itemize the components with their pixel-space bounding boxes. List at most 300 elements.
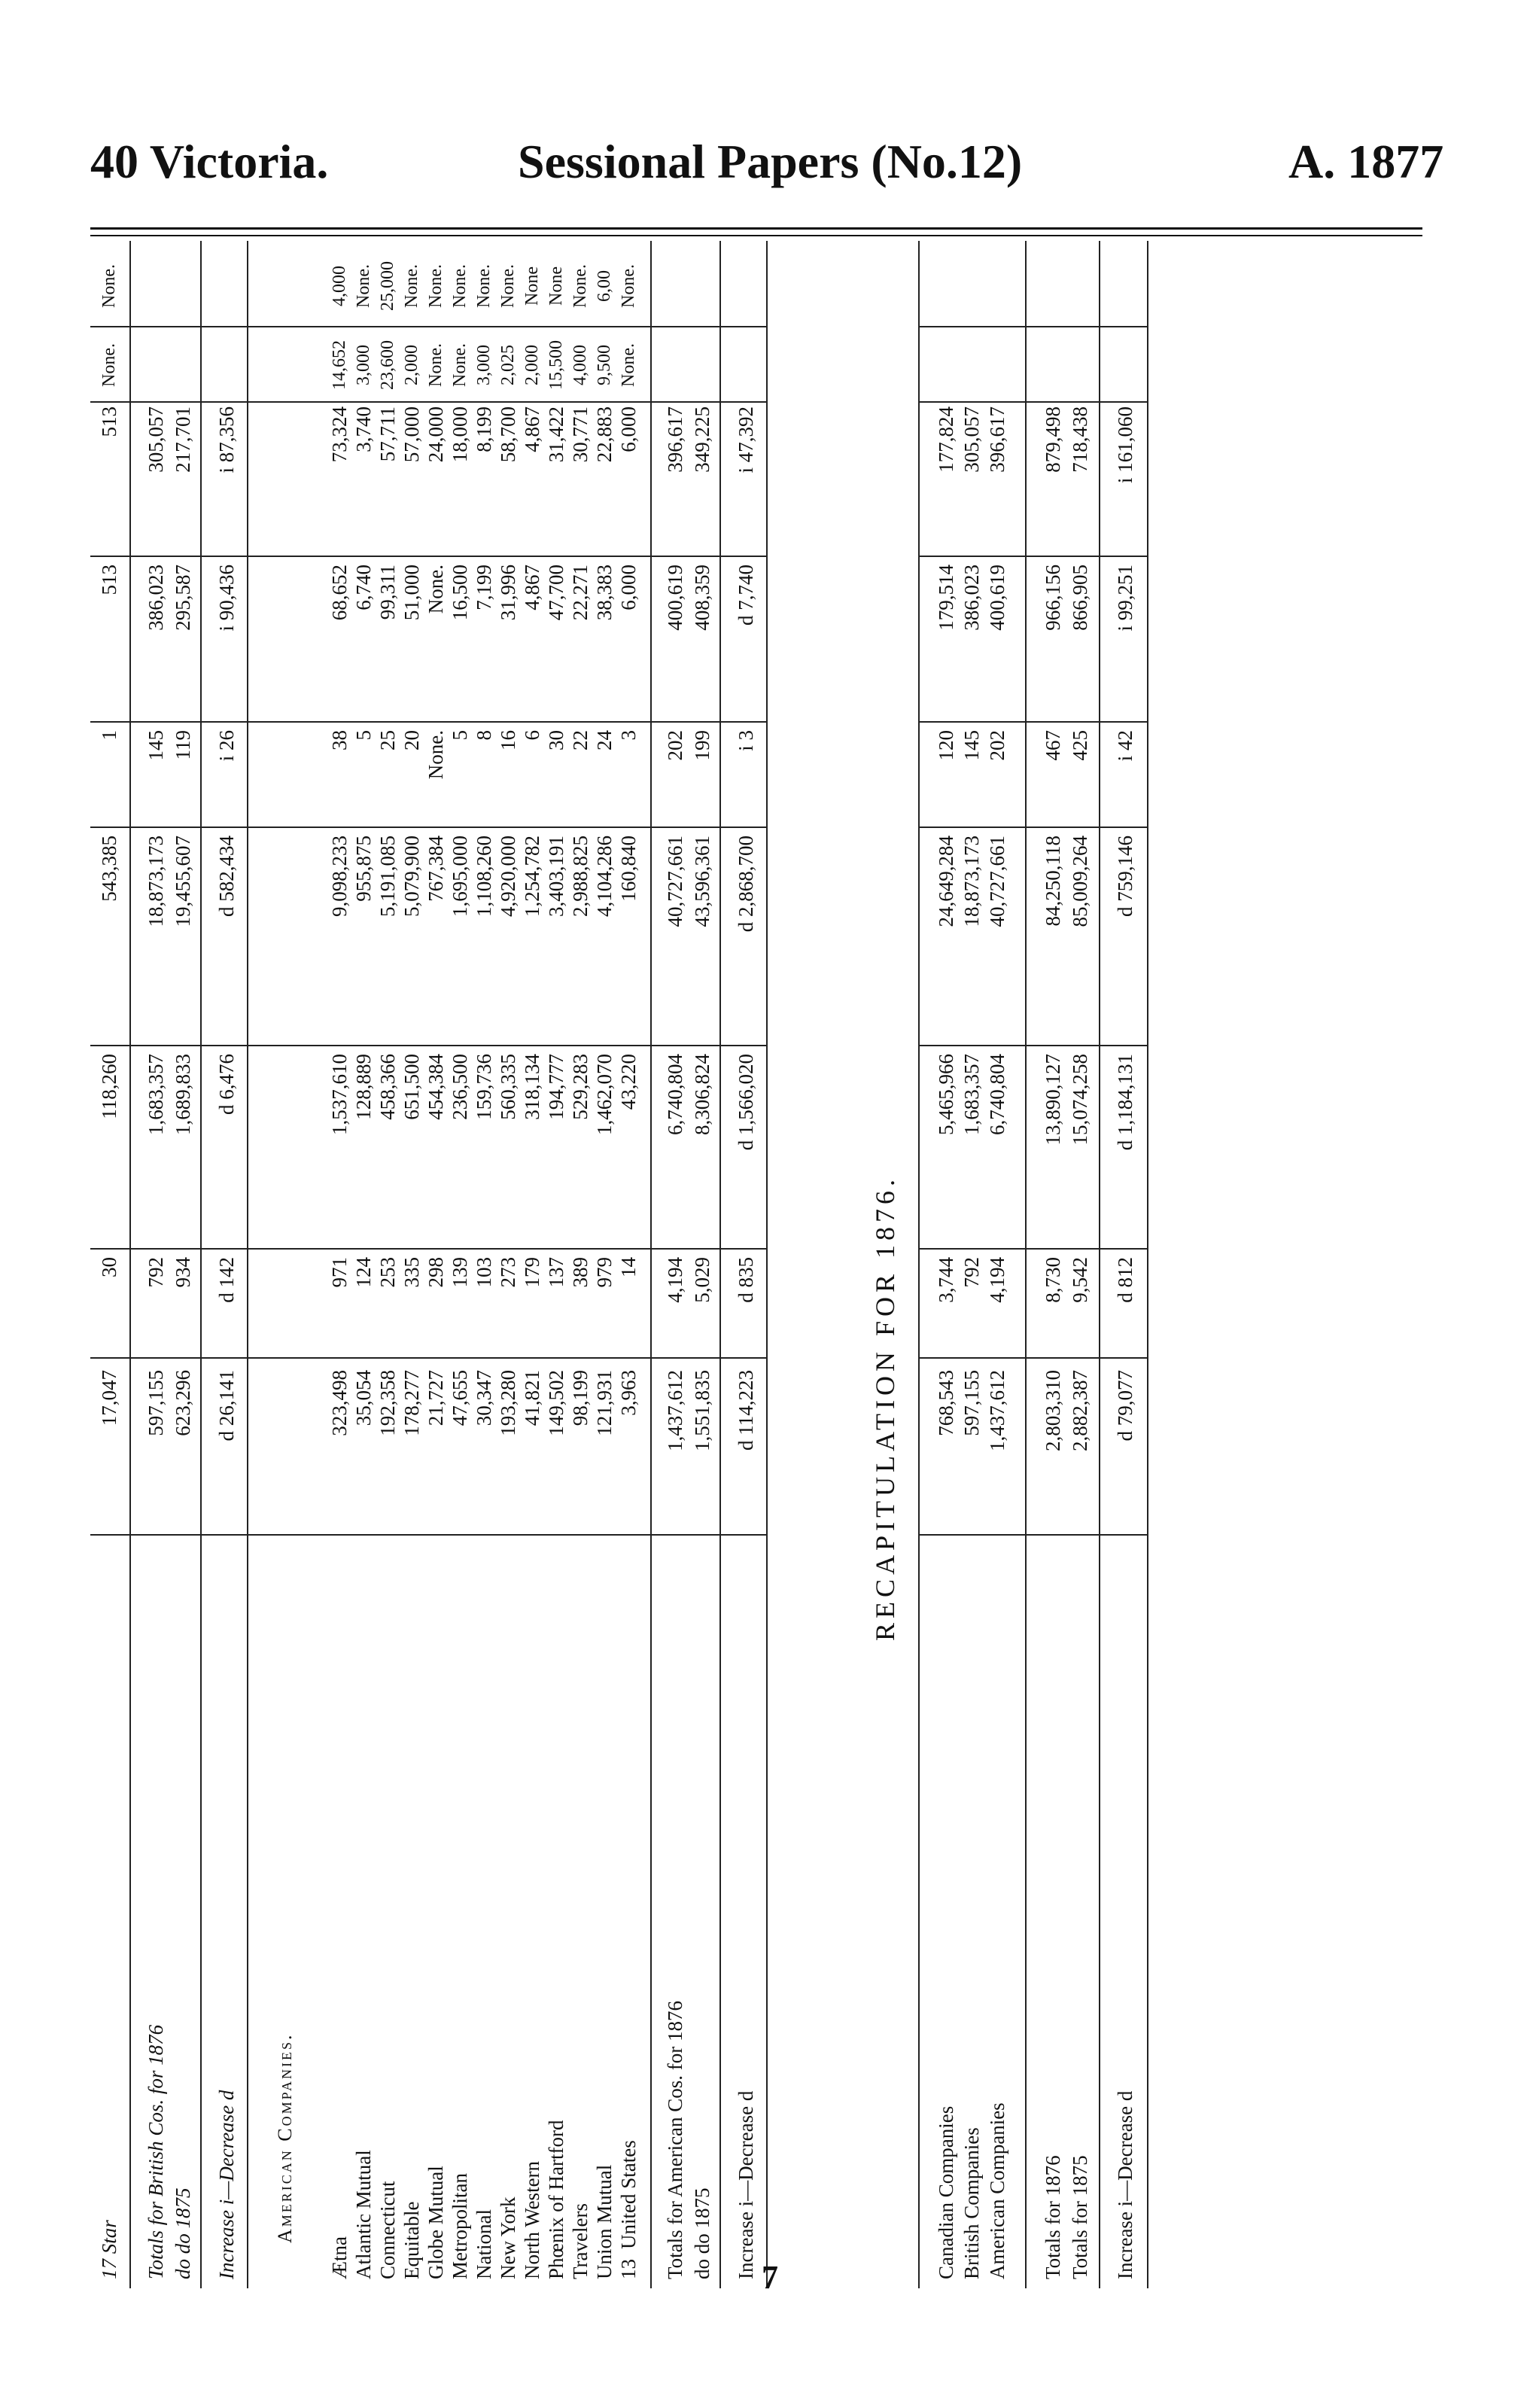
row-label-text: Atlantic Mutual xyxy=(352,2150,375,2279)
cell-col-3: 3,403,191 xyxy=(545,836,567,917)
cell-col-7: None. xyxy=(426,343,446,387)
cell-col-4: 119 xyxy=(172,730,194,760)
cell-col-1: 103 xyxy=(473,1257,495,1288)
row-label xyxy=(1112,1527,1138,2279)
star-row xyxy=(96,241,122,2288)
row-label-text: Increase i—Decrease d xyxy=(735,2090,757,2279)
cell-col-0: 597,155 xyxy=(144,1370,167,1436)
cell-col-5: 386,023 xyxy=(144,565,167,631)
cell-col-3: 9,098,233 xyxy=(328,836,351,917)
row-label-text: Totals for British Cos. for 1876 xyxy=(144,2024,167,2279)
cell-col-3: 5,079,900 xyxy=(400,836,423,917)
cell-col-3: 955,875 xyxy=(352,836,375,902)
cell-col-3: 1,108,260 xyxy=(473,836,495,917)
cell-col-4: i 42 xyxy=(1114,730,1136,762)
british-totals-row xyxy=(143,241,169,2288)
column-divider xyxy=(90,827,766,828)
cell-col-7: 3,000 xyxy=(474,345,494,385)
cell-col-7: None. xyxy=(99,343,119,387)
row-divider xyxy=(650,241,652,2288)
cell-col-8 xyxy=(959,248,984,324)
cell-col-0: 21,727 xyxy=(424,1370,447,1426)
cell-col-7: 14,652 xyxy=(330,340,349,390)
cell-col-5: 22,271 xyxy=(569,565,592,621)
cell-col-4: None. xyxy=(424,730,447,780)
cell-col-8: 6,00 xyxy=(595,270,614,302)
cell-col-3: 85,009,264 xyxy=(1069,836,1091,927)
cell-col-0: 323,498 xyxy=(328,1370,351,1436)
cell-col-7 xyxy=(933,331,959,399)
cell-col-5: 295,587 xyxy=(172,565,194,631)
cell-col-0: 47,655 xyxy=(449,1370,471,1426)
recap-totals-row xyxy=(1040,241,1066,2288)
cell-col-7: None. xyxy=(450,343,470,387)
row-label xyxy=(170,1527,196,2279)
row-label xyxy=(471,1527,497,2279)
row-divider xyxy=(1099,241,1100,2288)
row-label-text: Totals for 1876 xyxy=(1042,2155,1064,2279)
row-label xyxy=(399,1527,424,2279)
header-right: A. 1877 xyxy=(1288,135,1444,188)
company-row xyxy=(592,241,617,2288)
cell-col-6: 217,701 xyxy=(172,406,194,473)
main-table xyxy=(90,241,843,2288)
cell-col-5: 7,199 xyxy=(473,565,495,610)
cell-col-8 xyxy=(1112,248,1138,324)
cell-col-4: 425 xyxy=(1069,730,1091,761)
row-label xyxy=(214,1527,239,2279)
cell-col-6: 396,617 xyxy=(664,406,686,473)
column-divider xyxy=(918,1045,1147,1046)
column-divider xyxy=(90,401,766,403)
company-row xyxy=(423,241,449,2288)
row-divider xyxy=(766,241,768,2288)
cell-col-6: 177,824 xyxy=(935,406,957,473)
cell-col-0: 17,047 xyxy=(98,1370,120,1426)
row-label-text: Metropolitan xyxy=(449,2173,471,2279)
row-label xyxy=(1040,1527,1066,2279)
cell-col-8 xyxy=(662,248,688,324)
recap-title: RECAPITULATION FOR 1876. xyxy=(870,1174,900,1641)
cell-col-1: 9,542 xyxy=(1069,1257,1091,1303)
row-label-text: do do 1875 xyxy=(691,2187,713,2279)
header-rule-secondary xyxy=(90,235,1422,236)
row-label-text: British Companies xyxy=(960,2127,983,2279)
cell-col-8: None. xyxy=(570,264,590,308)
cell-col-3: d 759,146 xyxy=(1114,836,1136,917)
row-label xyxy=(689,1527,715,2279)
cell-col-0: 41,821 xyxy=(521,1370,543,1426)
cell-col-0: 192,358 xyxy=(376,1370,399,1436)
cell-col-8: None xyxy=(546,266,566,306)
cell-col-7: 3,000 xyxy=(354,345,373,385)
row-label-text: American Companies xyxy=(986,2102,1008,2279)
cell-col-7: 4,000 xyxy=(570,345,590,385)
cell-col-4: 16 xyxy=(497,730,519,750)
cell-col-1: d 142 xyxy=(215,1257,238,1303)
company-row xyxy=(327,241,352,2288)
cell-col-8 xyxy=(933,248,959,324)
cell-col-2: 1,689,833 xyxy=(172,1054,194,1135)
cell-col-2: 454,384 xyxy=(424,1054,447,1120)
cell-col-7 xyxy=(170,331,196,399)
column-divider xyxy=(918,721,1147,723)
cell-col-0: 623,296 xyxy=(172,1370,194,1436)
row-label-text: Union Mutual xyxy=(593,2164,616,2279)
cell-col-1: 30 xyxy=(98,1257,120,1277)
cell-col-1: d 812 xyxy=(1114,1257,1136,1303)
cell-col-4: 38 xyxy=(328,730,351,750)
cell-col-2: 560,335 xyxy=(497,1054,519,1120)
cell-col-5: 179,514 xyxy=(935,565,957,631)
column-divider xyxy=(90,1534,766,1536)
row-divider xyxy=(247,241,248,2288)
cell-col-0: 1,437,612 xyxy=(986,1370,1008,1451)
cell-col-4: 199 xyxy=(691,730,713,761)
cell-col-7: 2,025 xyxy=(498,345,518,385)
rotated-table xyxy=(90,241,1430,2288)
row-label xyxy=(543,1527,569,2279)
cell-col-3: 767,384 xyxy=(424,836,447,902)
cell-col-6: 396,617 xyxy=(986,406,1008,473)
row-label xyxy=(662,1527,688,2279)
cell-col-4: 467 xyxy=(1042,730,1064,761)
cell-col-0: d 26,141 xyxy=(215,1370,238,1441)
row-label xyxy=(567,1527,593,2279)
cell-col-8: None. xyxy=(498,264,518,308)
cell-col-8: 4,000 xyxy=(330,266,349,306)
cell-col-7 xyxy=(143,331,169,399)
cell-col-2: d 1,184,131 xyxy=(1114,1054,1136,1151)
cell-col-2: 1,683,357 xyxy=(144,1054,167,1135)
cell-col-3: 4,104,286 xyxy=(593,836,616,917)
cell-col-0: 1,551,835 xyxy=(691,1370,713,1451)
cell-col-3: 19,455,607 xyxy=(172,836,194,927)
cell-col-2: d 1,566,020 xyxy=(735,1054,757,1151)
cell-col-1: 971 xyxy=(328,1257,351,1288)
cell-col-1: 298 xyxy=(424,1257,447,1288)
cell-col-2: 318,134 xyxy=(521,1054,543,1120)
row-divider xyxy=(918,241,920,2288)
row-label-text: United States xyxy=(617,2140,640,2249)
cell-col-6: 718,438 xyxy=(1069,406,1091,473)
cell-col-4: 1 xyxy=(98,730,120,741)
cell-col-1: 14 xyxy=(617,1257,640,1277)
cell-col-5: 99,311 xyxy=(376,565,399,620)
column-divider xyxy=(918,556,1147,557)
company-row xyxy=(351,241,376,2288)
row-divider xyxy=(129,241,131,2288)
cell-col-1: 389 xyxy=(569,1257,592,1288)
row-label xyxy=(959,1527,984,2279)
cell-col-1: 934 xyxy=(172,1257,194,1288)
row-number: 13 xyxy=(617,2259,640,2279)
cell-col-0: d 114,223 xyxy=(735,1370,757,1451)
cell-col-0: 30,347 xyxy=(473,1370,495,1426)
cell-col-4: 6 xyxy=(521,730,543,741)
cell-col-5: 51,000 xyxy=(400,565,423,621)
row-label-text: Equitable xyxy=(400,2201,423,2279)
row-divider xyxy=(1025,241,1027,2288)
column-divider xyxy=(90,1045,766,1046)
cell-col-2: 8,306,824 xyxy=(691,1054,713,1135)
cell-col-5: 966,156 xyxy=(1042,565,1064,631)
cell-col-2: 43,220 xyxy=(617,1054,640,1110)
cell-col-8 xyxy=(689,248,715,324)
row-label xyxy=(984,1527,1010,2279)
cell-col-5: i 99,251 xyxy=(1114,565,1136,632)
cell-col-3: 18,873,173 xyxy=(144,836,167,927)
cell-col-6: i 47,392 xyxy=(735,406,757,473)
row-label xyxy=(733,1527,759,2279)
row-label-text: Phœnix of Hartford xyxy=(545,2120,567,2279)
cell-col-4: 24 xyxy=(593,730,616,750)
cell-col-6: 73,324 xyxy=(328,406,351,463)
cell-col-2: 128,889 xyxy=(352,1054,375,1120)
recap-table xyxy=(918,241,1430,2288)
cell-col-4: 202 xyxy=(986,730,1008,761)
cell-col-6: i 87,356 xyxy=(215,406,238,473)
row-label xyxy=(375,1527,400,2279)
cell-col-0: 2,803,310 xyxy=(1042,1370,1064,1451)
cell-col-4: 145 xyxy=(960,730,983,761)
cell-col-1: 179 xyxy=(521,1257,543,1288)
cell-col-0: 2,882,387 xyxy=(1069,1370,1091,1451)
cell-col-2: 1,462,070 xyxy=(593,1054,616,1135)
cell-col-6: 3,740 xyxy=(352,406,375,452)
header-rule xyxy=(90,227,1422,230)
cell-col-2: 159,736 xyxy=(473,1054,495,1120)
company-row xyxy=(567,241,593,2288)
cell-col-5: 4,867 xyxy=(521,565,543,610)
cell-col-3: 160,840 xyxy=(617,836,640,902)
cell-col-5: 16,500 xyxy=(449,565,471,621)
row-label-text: National xyxy=(473,2209,495,2279)
cell-col-8: None xyxy=(522,266,542,306)
cell-col-0: 1,437,612 xyxy=(664,1370,686,1451)
row-label-text: do do 1875 xyxy=(172,2187,194,2279)
cell-col-1: 335 xyxy=(400,1257,423,1288)
cell-col-4: 20 xyxy=(400,730,423,750)
cell-col-8: None. xyxy=(619,264,638,308)
cell-col-1: d 835 xyxy=(735,1257,757,1303)
row-divider xyxy=(200,241,202,2288)
cell-col-2: 1,537,610 xyxy=(328,1054,351,1135)
cell-col-3: 84,250,118 xyxy=(1042,836,1064,927)
cell-col-3: 5,191,085 xyxy=(376,836,399,917)
cell-col-3: 1,254,782 xyxy=(521,836,543,917)
recap-company-row xyxy=(959,241,984,2288)
cell-col-0: 98,199 xyxy=(569,1370,592,1426)
cell-col-2: 6,740,804 xyxy=(664,1054,686,1135)
row-label-text: Increase i—Decrease d xyxy=(215,2090,238,2279)
cell-col-4: 120 xyxy=(935,730,957,761)
cell-col-5: 38,383 xyxy=(593,565,616,621)
column-divider xyxy=(90,556,766,557)
cell-col-2: 118,260 xyxy=(98,1054,120,1119)
cell-col-2: 5,465,966 xyxy=(935,1054,957,1135)
company-row xyxy=(495,241,521,2288)
american-totals-row xyxy=(733,241,759,2288)
cell-col-7: 2,000 xyxy=(402,345,421,385)
cell-col-6: 57,711 xyxy=(376,406,399,462)
cell-col-4: 8 xyxy=(473,730,495,741)
row-label xyxy=(1067,1527,1093,2279)
cell-col-0: 35,054 xyxy=(352,1370,375,1426)
cell-col-2: 15,074,258 xyxy=(1069,1054,1091,1146)
cell-col-1: 253 xyxy=(376,1257,399,1288)
cell-col-1: 3,744 xyxy=(935,1257,957,1303)
row-label-text: New York xyxy=(497,2196,519,2279)
row-label xyxy=(447,1527,473,2279)
cell-col-0: 121,931 xyxy=(593,1370,616,1436)
cell-col-6: 24,000 xyxy=(424,406,447,463)
recap-company-row xyxy=(984,241,1010,2288)
cell-col-7: 9,500 xyxy=(595,345,614,385)
cell-col-5: 386,023 xyxy=(960,565,983,631)
cell-col-4: 5 xyxy=(449,730,471,741)
american-totals-row xyxy=(662,241,688,2288)
cell-col-7 xyxy=(214,331,239,399)
header-center: Sessional Papers (No.12) xyxy=(518,135,1023,188)
row-label xyxy=(933,1527,959,2279)
cell-col-7 xyxy=(733,331,759,399)
cell-col-6: 305,057 xyxy=(960,406,983,473)
cell-col-2: 458,366 xyxy=(376,1054,399,1120)
row-label xyxy=(351,1527,376,2279)
cell-col-3: 18,873,173 xyxy=(960,836,983,927)
cell-col-7: None. xyxy=(619,343,638,387)
cell-col-0: 3,963 xyxy=(617,1370,640,1416)
row-label xyxy=(495,1527,521,2279)
recap-totals-row xyxy=(1112,241,1138,2288)
cell-col-8 xyxy=(214,248,239,324)
row-label xyxy=(423,1527,449,2279)
row-label-text: Totals for 1875 xyxy=(1069,2155,1091,2279)
cell-col-1: 979 xyxy=(593,1257,616,1288)
company-row xyxy=(471,241,497,2288)
cell-col-4: 25 xyxy=(376,730,399,750)
column-divider xyxy=(918,1357,1147,1359)
cell-col-5: 6,740 xyxy=(352,565,375,610)
recap-company-row xyxy=(933,241,959,2288)
cell-col-5: i 90,436 xyxy=(215,565,238,632)
cell-col-3: d 582,434 xyxy=(215,836,238,917)
recap-totals-row xyxy=(1067,241,1093,2288)
cell-col-6: 879,498 xyxy=(1042,406,1064,473)
column-divider xyxy=(918,1248,1147,1250)
cell-col-6: 30,771 xyxy=(569,406,592,463)
cell-col-5: 408,359 xyxy=(691,565,713,631)
company-row xyxy=(447,241,473,2288)
company-row xyxy=(399,241,424,2288)
cell-col-0: 193,280 xyxy=(497,1370,519,1436)
cell-col-7 xyxy=(959,331,984,399)
cell-col-2: 651,500 xyxy=(400,1054,423,1120)
cell-col-6: 31,422 xyxy=(545,406,567,463)
cell-col-1: 4,194 xyxy=(664,1257,686,1303)
cell-col-0: d 79,077 xyxy=(1114,1370,1136,1441)
cell-col-8 xyxy=(170,248,196,324)
cell-col-5: 31,996 xyxy=(497,565,519,621)
cell-col-3: 1,695,000 xyxy=(449,836,471,917)
british-totals-row xyxy=(214,241,239,2288)
cell-col-6: 305,057 xyxy=(144,406,167,473)
cell-col-5: 47,700 xyxy=(545,565,567,621)
cell-col-6: 6,000 xyxy=(617,406,640,452)
cell-col-7 xyxy=(662,331,688,399)
column-divider xyxy=(90,1248,766,1250)
section-heading: American Companies. xyxy=(274,2032,296,2243)
row-label-text: Increase i—Decrease d xyxy=(1114,2090,1136,2279)
american-totals-row xyxy=(689,241,715,2288)
cell-col-2: 1,683,357 xyxy=(960,1054,983,1135)
column-divider xyxy=(918,401,1147,403)
cell-col-2: 236,500 xyxy=(449,1054,471,1120)
page-number: 7 xyxy=(762,2259,778,2296)
cell-col-3: 40,727,661 xyxy=(986,836,1008,927)
cell-col-4: 3 xyxy=(617,730,640,741)
cell-col-5: 6,000 xyxy=(617,565,640,610)
row-label-text: Ætna xyxy=(328,2236,351,2279)
cell-col-1: 792 xyxy=(144,1257,167,1288)
row-label-text: Totals for American Cos. for 1876 xyxy=(664,2000,686,2279)
cell-col-3: 543,385 xyxy=(98,836,120,902)
page-header xyxy=(0,0,1521,226)
cell-col-1: 137 xyxy=(545,1257,567,1288)
row-divider xyxy=(719,241,721,2288)
cell-col-1: 124 xyxy=(352,1257,375,1288)
cell-col-3: 43,596,361 xyxy=(691,836,713,927)
column-divider xyxy=(90,1357,766,1359)
row-label xyxy=(592,1527,617,2279)
cell-col-4: 22 xyxy=(569,730,592,750)
row-label xyxy=(327,1527,352,2279)
cell-col-7 xyxy=(984,331,1010,399)
cell-col-6: 8,199 xyxy=(473,406,495,452)
cell-col-8 xyxy=(143,248,169,324)
cell-col-1: 4,194 xyxy=(986,1257,1008,1303)
cell-col-4: 145 xyxy=(144,730,167,761)
cell-col-1: 5,029 xyxy=(691,1257,713,1303)
cell-col-8: None. xyxy=(99,264,119,308)
company-row xyxy=(616,241,641,2288)
row-divider xyxy=(1147,241,1148,2288)
cell-col-6: 513 xyxy=(98,406,120,437)
column-divider xyxy=(918,827,1147,828)
cell-col-6: 57,000 xyxy=(400,406,423,463)
row-label-text: Connecticut xyxy=(376,2181,399,2279)
cell-col-8 xyxy=(1067,248,1093,324)
cell-col-6: 58,700 xyxy=(497,406,519,463)
cell-col-3: 2,988,825 xyxy=(569,836,592,917)
cell-col-2: d 6,476 xyxy=(215,1054,238,1115)
row-label-text: Travelers xyxy=(569,2203,592,2279)
cell-col-7 xyxy=(689,331,715,399)
cell-col-5: None. xyxy=(424,565,447,614)
company-row xyxy=(375,241,400,2288)
cell-col-4: i 26 xyxy=(215,730,238,762)
cell-col-2: 6,740,804 xyxy=(986,1054,1008,1135)
column-divider xyxy=(918,1534,1147,1536)
cell-col-8: None. xyxy=(450,264,470,308)
row-label xyxy=(519,1527,545,2279)
row-label-text: Globe Mutual xyxy=(424,2166,447,2279)
cell-col-4: 30 xyxy=(545,730,567,750)
cell-col-1: 792 xyxy=(960,1257,983,1288)
cell-col-8: None. xyxy=(426,264,446,308)
company-row xyxy=(519,241,545,2288)
